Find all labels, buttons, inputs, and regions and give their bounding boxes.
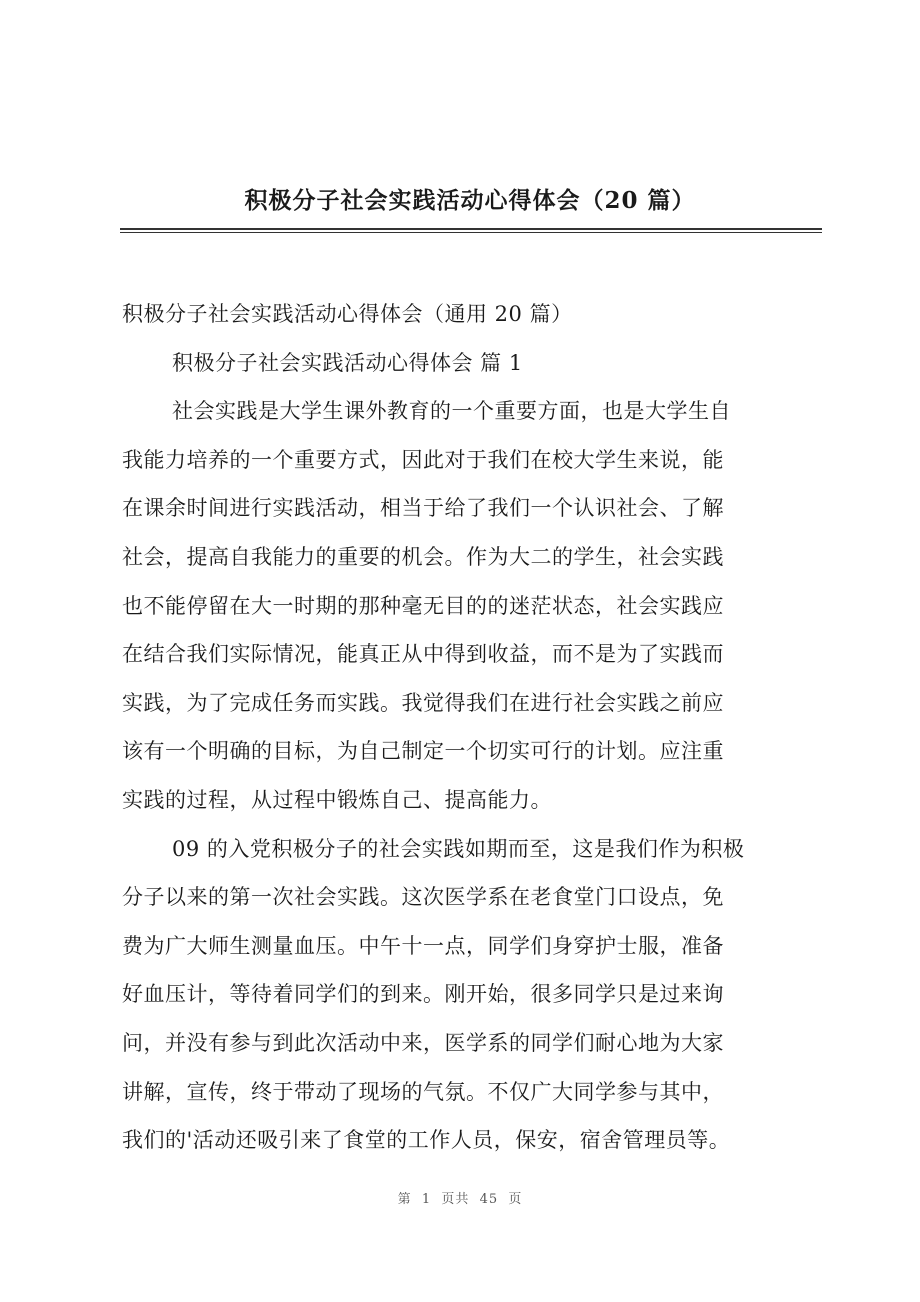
paragraph-line: 也不能停留在大一时期的那种毫无目的的迷茫状态，社会实践应 xyxy=(122,593,724,618)
paragraph-line: 在结合我们实际情况，能真正从中得到收益，而不是为了实践而 xyxy=(122,642,724,667)
paragraph-line: 我能力培养的一个重要方式，因此对于我们在校大学生来说，能 xyxy=(122,447,724,472)
paragraph-line: 讲解，宣传，终于带动了现场的气氛。不仅广大同学参与其中， xyxy=(122,1079,724,1104)
paragraph-line: 实践，为了完成任务而实践。我觉得我们在进行社会实践之前应 xyxy=(122,690,724,715)
paragraph-line: 分子以来的第一次社会实践。这次医学系在老食堂门口设点，免 xyxy=(122,885,724,910)
paragraph-line: 费为广大师生测量血压。中午十一点，同学们身穿护士服，准备 xyxy=(122,933,724,958)
paragraph-line: 在课余时间进行实践活动，相当于给了我们一个认识社会、了解 xyxy=(122,496,724,521)
document-title: 积极分子社会实践活动心得体会（20 篇） xyxy=(244,187,696,214)
document-subtitle: 积极分子社会实践活动心得体会（通用 20 篇） xyxy=(122,302,573,326)
document-body xyxy=(122,290,822,1165)
paragraph-line: 实践的过程，从过程中锻炼自己、提高能力。 xyxy=(122,787,552,812)
title-divider-secondary xyxy=(120,232,822,233)
paragraph-1 xyxy=(122,387,822,824)
paragraph-line: 该有一个明确的目标，为自己制定一个切实可行的计划。应注重 xyxy=(122,739,724,764)
section-heading: 积极分子社会实践活动心得体会 篇 1 xyxy=(172,350,523,375)
paragraph-line: 09 的入党积极分子的社会实践如期而至，这是我们作为积极 xyxy=(172,836,745,861)
paragraph-2 xyxy=(122,825,822,1165)
paragraph-line: 我们的'活动还吸引来了食堂的工作人员，保安，宿舍管理员等。 xyxy=(122,1128,731,1153)
title-divider xyxy=(120,228,822,230)
paragraph-line: 社会，提高自我能力的重要的机会。作为大二的学生，社会实践 xyxy=(122,544,724,569)
paragraph-line: 问，并没有参与到此次活动中来，医学系的同学们耐心地为大家 xyxy=(122,1030,724,1055)
page-number-footer: 第 1 页共 45 页 xyxy=(397,1192,523,1207)
paragraph-line: 社会实践是大学生课外教育的一个重要方面，也是大学生自 xyxy=(172,399,731,424)
paragraph-line: 好血压计，等待着同学们的到来。刚开始，很多同学只是过来询 xyxy=(122,982,724,1007)
